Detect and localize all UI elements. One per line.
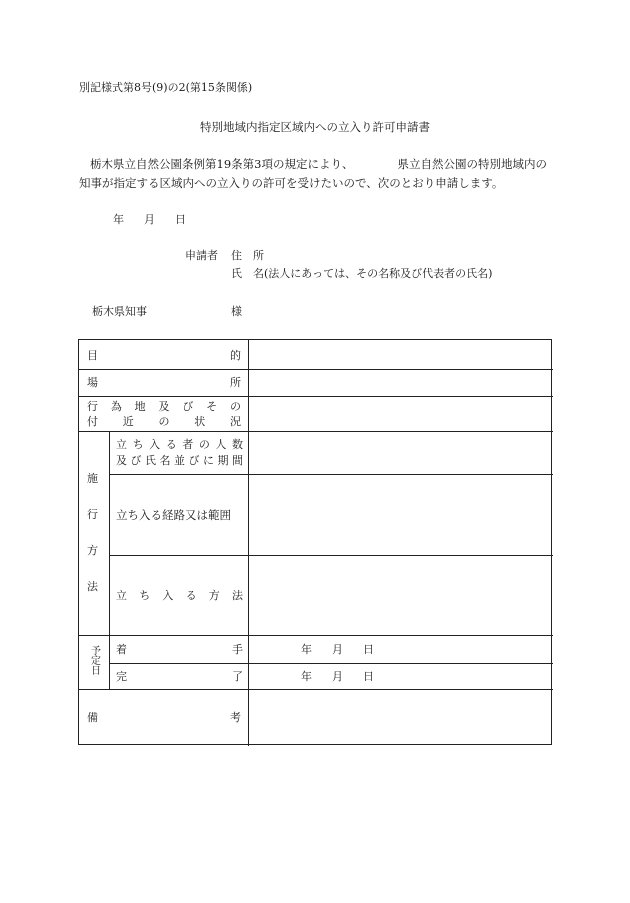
start-month: 月 (332, 643, 343, 656)
method-group-label: 施 行 方 法 (87, 472, 98, 593)
start-day: 日 (363, 643, 374, 656)
place-field[interactable] (255, 374, 545, 392)
body-line-1 (79, 159, 547, 171)
place-label: 場 所 (87, 376, 241, 389)
date-year: 年 (113, 213, 124, 226)
application-table (78, 339, 552, 745)
body-line-1-a: 栃木県立自然公園条例第19条第3項の規定により、 (90, 157, 354, 171)
start-date[interactable] (301, 644, 374, 655)
purpose-label: 目 的 (87, 349, 241, 362)
addressee-honorific: 様 (231, 305, 242, 318)
persons-label-line-1: 立 ち 入 る 者 の 人 数 (116, 438, 243, 451)
complete-year: 年 (301, 670, 312, 683)
date-day: 日 (175, 213, 186, 226)
entry-method-field[interactable] (255, 562, 545, 628)
complete-day: 日 (363, 670, 374, 683)
start-label: 着 手 (116, 643, 243, 656)
applicant-label: 申請者 (185, 249, 218, 262)
complete-label: 完 了 (116, 670, 243, 683)
entry-method-label: 立 ち 入 る 方 法 (116, 589, 243, 602)
start-year: 年 (301, 643, 312, 656)
applicant-name-label: 氏 名(法人にあっては、その名称及び代表者の氏名) (231, 267, 493, 280)
persons-field[interactable] (255, 438, 545, 468)
body-line-2: 知事が指定する区域内への立入りの許可を受けたいので、次のとおり申請します。 (79, 176, 504, 190)
route-label: 立ち入る経路又は範囲 (116, 508, 231, 522)
site-status-field[interactable] (255, 402, 545, 426)
application-date (113, 214, 186, 225)
persons-label-line-2: 及 び 氏 名 並 び に 期 間 (116, 454, 243, 467)
applicant-address-label: 住 所 (231, 249, 264, 262)
site-status-label-line-2: 付 近 の 状 況 (87, 415, 241, 428)
remarks-label: 備 考 (87, 711, 241, 724)
date-month: 月 (144, 213, 155, 226)
site-status-label-line-1: 行 為 地 及 び そ の (87, 400, 241, 413)
body-line-1-b: 県立自然公園の特別地域内の (397, 157, 547, 171)
complete-month: 月 (332, 670, 343, 683)
addressee-governor: 栃木県知事 (92, 305, 147, 318)
form-reference: 別記様式第8号(9)の2(第15条関係) (79, 81, 253, 94)
schedule-group-label: 予定日 (88, 645, 100, 675)
route-field[interactable] (255, 480, 545, 548)
remarks-field[interactable] (255, 696, 545, 740)
complete-date[interactable] (301, 671, 374, 682)
purpose-field[interactable] (255, 346, 545, 364)
document-title: 特別地域内指定区域内への立入り許可申請書 (200, 120, 430, 134)
